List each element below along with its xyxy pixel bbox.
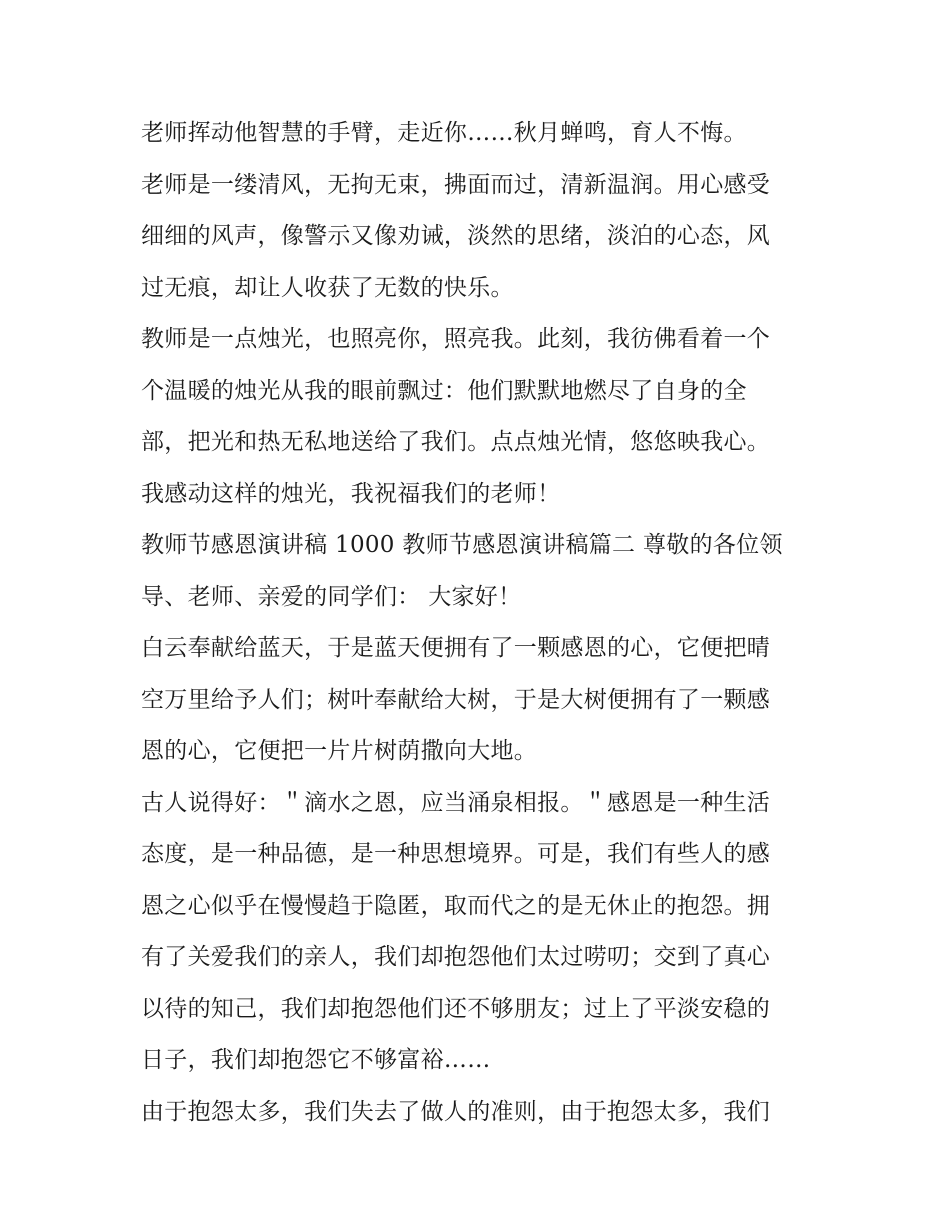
text-line: 细细的风声，像警示又像劝诫，淡然的思绪，淡泊的心态，风 <box>141 223 771 249</box>
text-line: 老师挥动他智慧的手臂，走近你……秋月蝉鸣，育人不悔。 <box>141 120 747 146</box>
text-line: 教师节感恩演讲稿 1000 教师节感恩演讲稿篇二 尊敬的各位领 <box>141 532 783 558</box>
text-line: 个温暖的烛光从我的眼前飘过：他们默默地燃尽了自身的全 <box>141 377 747 404</box>
paragraph <box>141 778 821 1087</box>
paragraph <box>141 160 821 315</box>
text-line: 老师是一缕清风，无拘无束，拂面而过，清新温润。用心感受 <box>141 171 771 198</box>
text-line: 日子，我们却抱怨它不够富裕…… <box>141 1047 491 1073</box>
text-line: 过无痕，却让人收获了无数的快乐。 <box>141 274 514 301</box>
text-line: 空万里给予人们；树叶奉献给大树，于是大树便拥有了一颗感 <box>141 686 771 713</box>
text-line: 以待的知己，我们却抱怨他们还不够朋友；过上了平淡安稳的 <box>141 995 771 1022</box>
text-line: 我感动这样的烛光，我祝福我们的老师！ <box>141 480 561 507</box>
text-line: 由于抱怨太多，我们失去了做人的准则，由于抱怨太多，我们 <box>141 1098 771 1125</box>
text-line: 古人说得好：＂滴水之恩，应当涌泉相报。＂感恩是一种生活 <box>141 789 771 816</box>
text-line: 部，把光和热无私地送给了我们。点点烛光情，悠悠映我心。 <box>141 429 771 455</box>
text-line: 态度，是一种品德，是一种思想境界。可是，我们有些人的感 <box>141 841 771 867</box>
text-line: 有了关爱我们的亲人，我们却抱怨他们太过唠叨；交到了真心 <box>141 944 771 970</box>
paragraph <box>141 623 821 778</box>
paragraph <box>141 1087 821 1139</box>
text-line: 白云奉献给蓝天，于是蓝天便拥有了一颗感恩的心，它便把晴 <box>141 635 771 661</box>
document-body <box>141 108 821 1138</box>
text-line: 导、老师、亲爱的同学们： 大家好！ <box>141 583 522 610</box>
paragraph <box>141 520 821 623</box>
text-line: 恩之心似乎在慢慢趋于隐匿，取而代之的是无休止的抱怨。拥 <box>141 892 771 919</box>
paragraph <box>141 108 821 160</box>
text-line: 恩的心，它便把一片片树荫撒向大地。 <box>141 738 538 764</box>
paragraph <box>141 314 821 520</box>
text-line: 教师是一点烛光，也照亮你，照亮我。此刻，我彷佛看着一个 <box>141 326 771 352</box>
